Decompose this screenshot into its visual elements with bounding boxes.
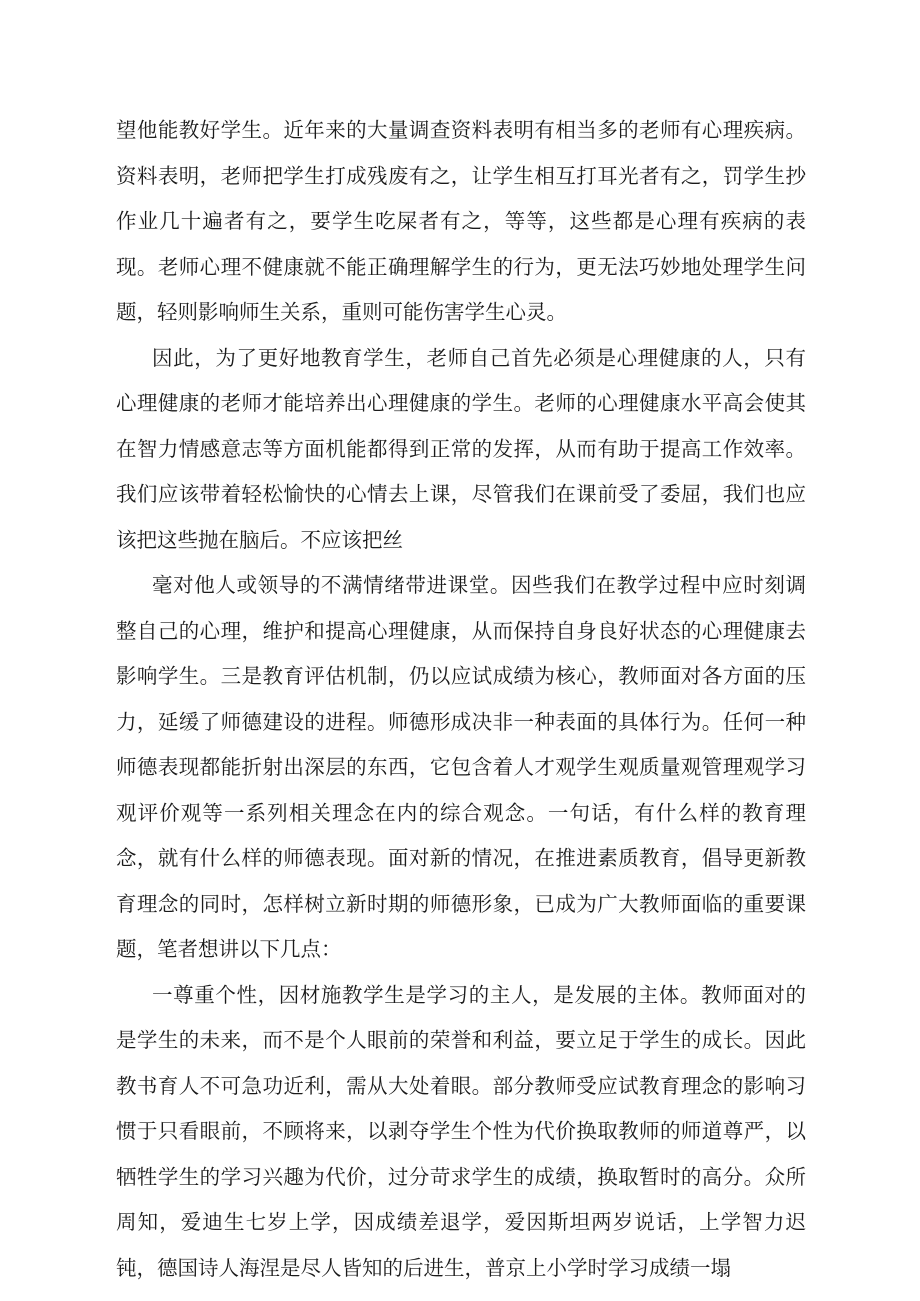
- paragraph-3: 毫对他人或领导的不满情绪带进课堂。因些我们在教学过程中应时刻调整自己的心理，维护和提高心理健康，从而保持自身良好状态的心理健康去影响学生。三是教育评估机制，仍以应试成绩为核心，教师面对各方面的压力，延缓了师德建设的进程。师德形成决非一种表面的具体行为。任何一种师德表现都能折射出深层的东西，它包含着人才观学生观质量观管理观学习观评价观等一系列相关理念在内的综合观念。一句话，有什么样的教育理念，就有什么样的师德表现。面对新的情况，在推进素质教育，倡导更新教育理念的同时，怎样树立新时期的师德形象，已成为广大教师面临的重要课题，笔者想讲以下几点：: [116, 573, 806, 961]
- paragraph-4: 一尊重个性，因材施教学生是学习的主人，是发展的主体。教师面对的是学生的未来，而不是个人眼前的荣誉和利益，要立足于学生的成长。因此教书育人不可急功近利，需从大处着眼。部分教师受应试教育理念的影响习惯于只看眼前，不顾将来，以剥夺学生个性为代价换取教师的师道尊严，以牺牲学生的学习兴趣为代价，过分苛求学生的成绩，换取暂时的高分。众所周知，爱迪生七岁上学，因成绩差退学，爱因斯坦两岁说话，上学智力迟钝，德国诗人海涅是尽人皆知的后进生，普京上小学时学习成绩一塌: [116, 982, 806, 1280]
- paragraph-1: 望他能教好学生。近年来的大量调查资料表明有相当多的老师有心理疾病。资料表明，老师把学生打成残废有之，让学生相互打耳光者有之，罚学生抄作业几十遍者有之，要学生吃屎者有之，等等，这些都是心理有疾病的表现。老师心理不健康就不能正确理解学生的行为，更无法巧妙地处理学生问题，轻则影响师生关系，重则可能伤害学生心灵。: [116, 118, 806, 324]
- body-text: [116, 108, 806, 1291]
- paragraph-2: 因此，为了更好地教育学生，老师自己首先必须是心理健康的人，只有心理健康的老师才能培养出心理健康的学生。老师的心理健康水平高会使其在智力情感意志等方面机能都得到正常的发挥，从而有助于提高工作效率。我们应该带着轻松愉快的心情去上课，尽管我们在课前受了委屈，我们也应该把这些抛在脑后。不应该把丝: [116, 345, 806, 552]
